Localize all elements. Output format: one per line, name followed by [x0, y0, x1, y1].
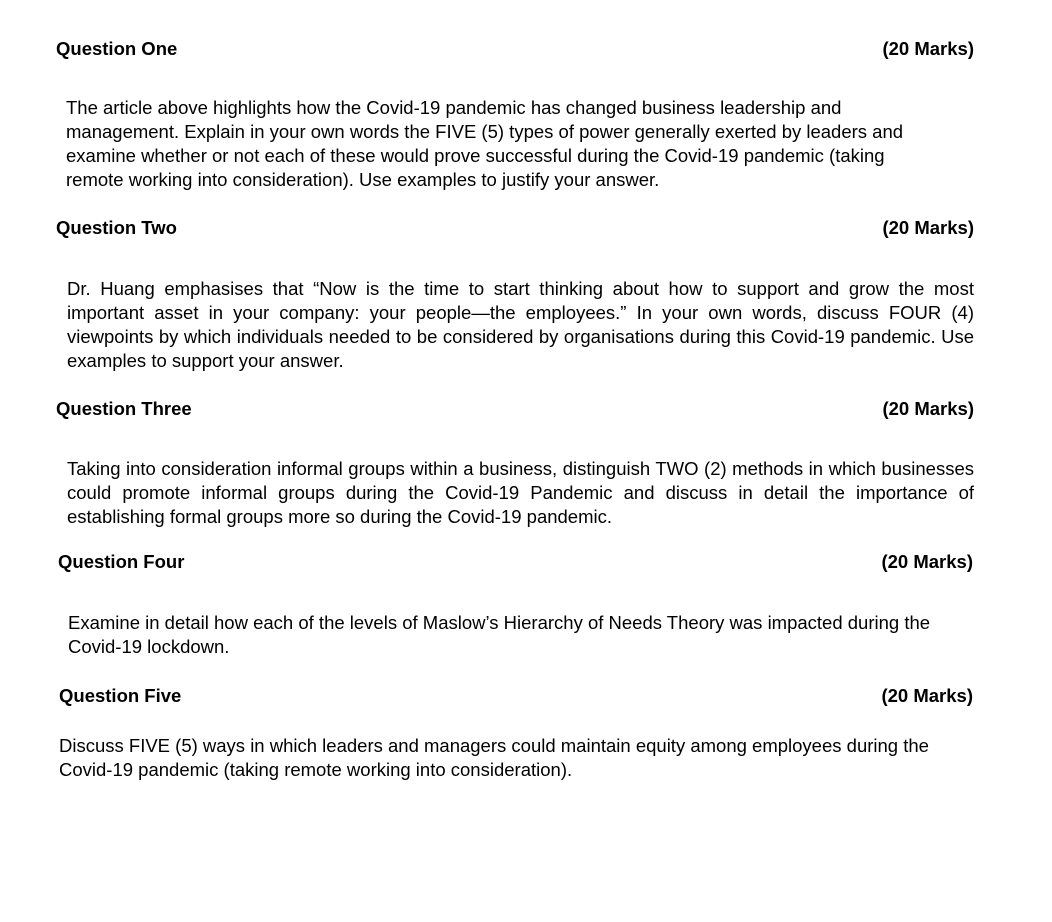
question-marks: (20 Marks) [881, 685, 973, 706]
question-one-header [56, 38, 974, 60]
question-marks: (20 Marks) [882, 217, 974, 238]
question-three-header [56, 398, 974, 420]
question-five-header [59, 685, 973, 707]
question-five-text: Discuss FIVE (5) ways in which leaders and managers could maintain equity among employees during the Covid-19 pandemic (taking remote working into consideration). [59, 735, 929, 780]
question-three-text: Taking into consideration informal groups within a business, distinguish TWO (2) methods in which businesses could promote informal groups during the Covid-19 Pandemic and discuss in detail the importance of establishing formal groups more so during the Covid-19 pandemic. [67, 458, 974, 527]
question-title: Question Four [58, 551, 185, 572]
question-marks: (20 Marks) [881, 551, 973, 572]
question-marks: (20 Marks) [882, 38, 974, 59]
question-title: Question Five [59, 685, 182, 706]
question-title: Question One [56, 38, 178, 59]
question-two-text: Dr. Huang emphasises that “Now is the time to start thinking about how to support and grow the most important asset in your company: your people—the employees.” In your own words, discuss FOUR (4) viewpoints by which individuals needed to be considered by organisations during this Covid-19 pandemic. Use examples to support your answer. [67, 278, 974, 371]
question-one-text: The article above highlights how the Covid-19 pandemic has changed business leadership and management. Explain in your own words the FIVE (5) types of power generally exerted by leaders and examine whether or not each of these would prove successful during the Covid-19 pandemic (taking remote working into consideration). Use examples to justify your answer. [66, 97, 904, 190]
question-title: Question Two [56, 217, 177, 238]
question-two-header [56, 217, 974, 239]
question-marks: (20 Marks) [882, 398, 974, 419]
question-four-text: Examine in detail how each of the levels of Maslow’s Hierarchy of Needs Theory was impacted during the Covid-19 lockdown. [68, 612, 931, 657]
question-four-header [58, 551, 973, 573]
question-title: Question Three [56, 398, 192, 419]
